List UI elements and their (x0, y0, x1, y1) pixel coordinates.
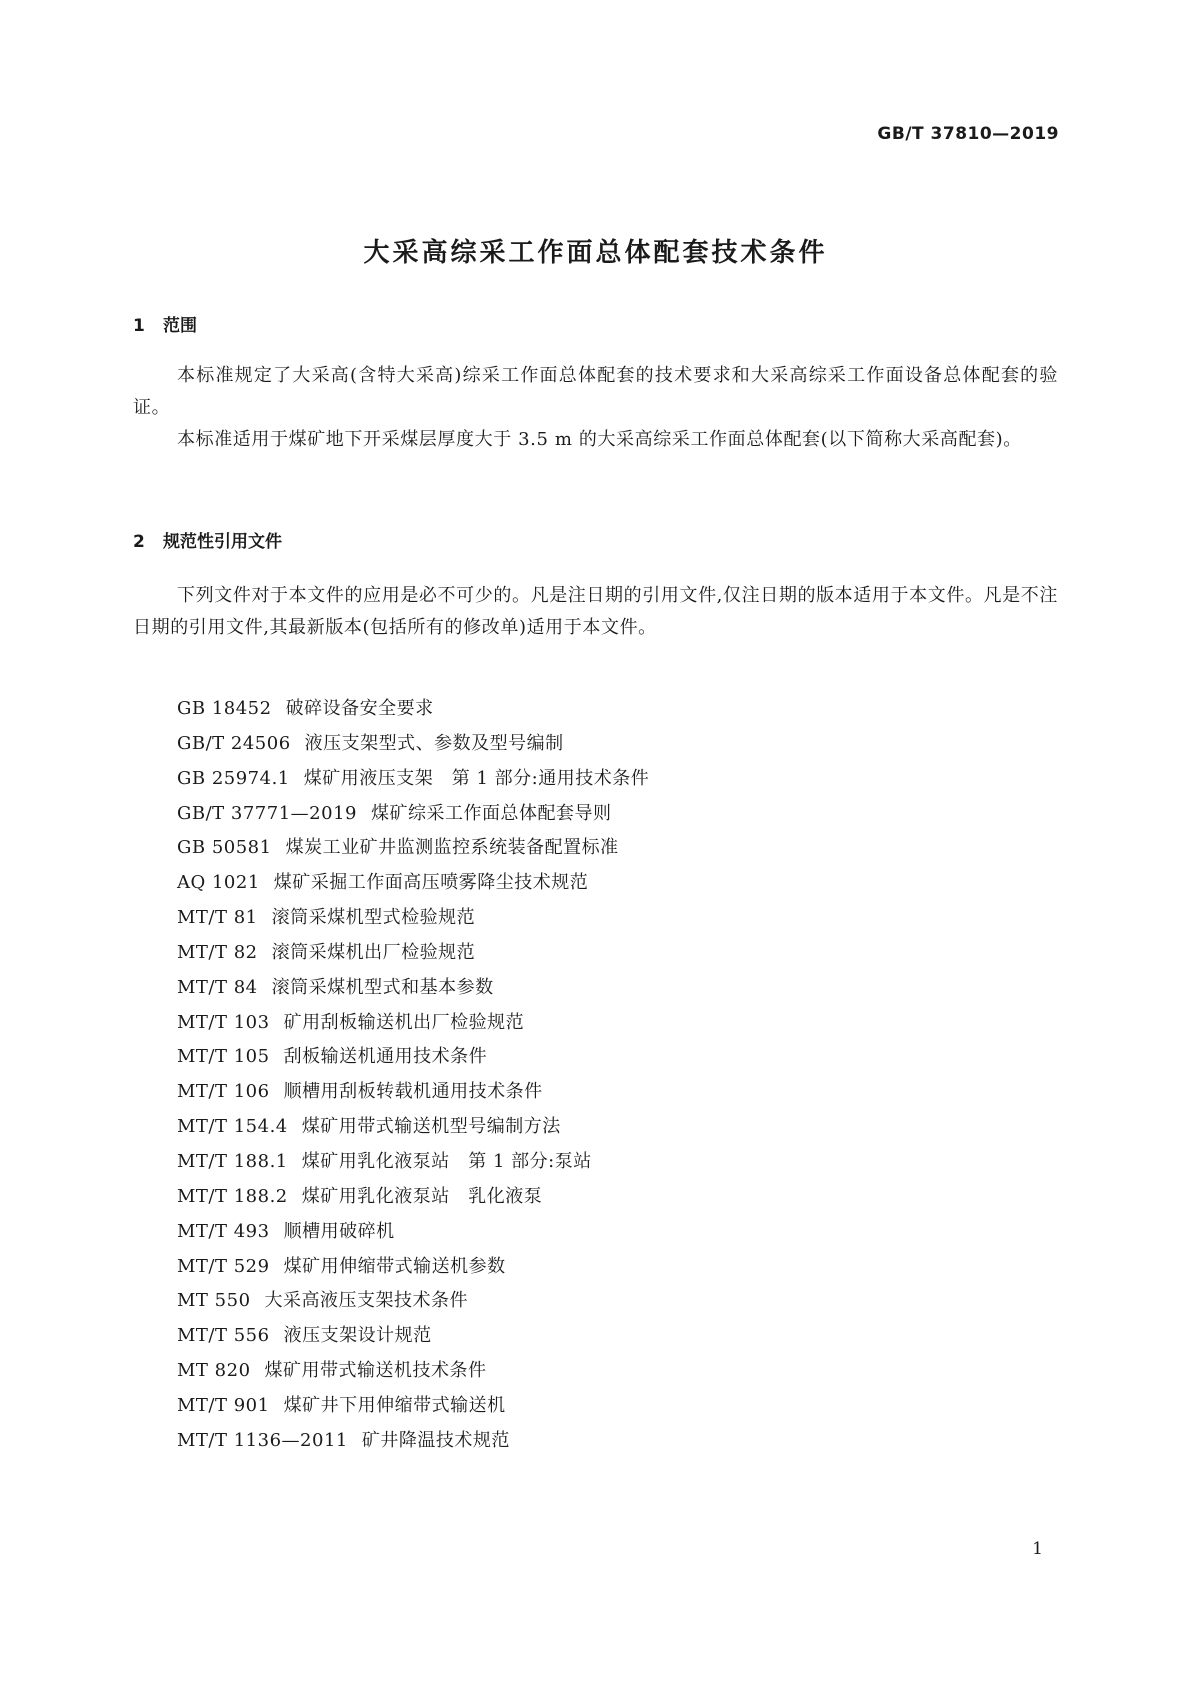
reference-item (177, 971, 649, 1006)
reference-title: 滚筒采煤机出厂检验规范 (271, 941, 476, 963)
reference-code: MT/T 529 (177, 1255, 270, 1277)
reference-title: 矿井降温技术规范 (361, 1429, 510, 1451)
reference-item (177, 1040, 649, 1075)
reference-code: AQ 1021 (177, 872, 260, 894)
reference-title: 刮板输送机通用技术条件 (283, 1046, 488, 1068)
reference-item (177, 1250, 649, 1285)
document-title: 大采高综采工作面总体配套技术条件 (363, 238, 828, 268)
reference-item (177, 1354, 649, 1389)
page-number: 1 (1032, 1539, 1043, 1559)
reference-code: MT 820 (177, 1360, 251, 1382)
reference-title: 液压支架型式、参数及型号编制 (304, 732, 564, 754)
reference-code: GB 18452 (177, 698, 272, 719)
reference-code: MT/T 105 (177, 1046, 270, 1068)
reference-code: MT 550 (177, 1290, 251, 1312)
reference-title: 液压支架设计规范 (283, 1325, 432, 1347)
reference-item (177, 1110, 649, 1145)
reference-item (177, 831, 649, 866)
reference-code: MT/T 493 (177, 1220, 270, 1242)
reference-title: 煤矿用液压支架 第 1 部分:通用技术条件 (303, 767, 650, 789)
standard-number: GB/T 37810—2019 (877, 124, 1059, 144)
reference-title: 煤矿用伸缩带式输送机参数 (283, 1255, 506, 1277)
reference-code: MT/T 556 (177, 1325, 270, 1347)
reference-item (177, 727, 649, 762)
reference-code: MT/T 82 (177, 941, 258, 963)
reference-item (177, 1145, 649, 1180)
section-1-heading (133, 311, 197, 336)
reference-title: 煤矿综采工作面总体配套导则 (370, 802, 612, 824)
reference-item (177, 1284, 649, 1319)
reference-code: MT/T 901 (177, 1394, 270, 1416)
reference-title: 煤矿用乳化液泵站 第 1 部分:泵站 (301, 1150, 592, 1172)
reference-code: MT/T 1136—2011 (177, 1429, 348, 1451)
reference-item (177, 1075, 649, 1110)
reference-code: MT/T 188.1 (177, 1150, 288, 1172)
reference-item (177, 1319, 649, 1354)
reference-item (177, 901, 649, 936)
reference-title: 煤矿用带式输送机技术条件 (264, 1360, 487, 1382)
reference-code: MT/T 106 (177, 1081, 270, 1103)
section-number: 1 (133, 316, 145, 336)
reference-title: 顺槽用刮板转载机通用技术条件 (283, 1081, 543, 1103)
reference-title: 滚筒采煤机型式检验规范 (271, 907, 476, 929)
normative-references-list (177, 692, 649, 1459)
reference-item (177, 936, 649, 971)
reference-code: MT/T 154.4 (177, 1116, 288, 1138)
reference-title: 煤炭工业矿井监测监控系统装备配置标准 (285, 837, 619, 859)
reference-title: 煤矿采掘工作面高压喷雾降尘技术规范 (273, 872, 589, 894)
reference-code: GB 50581 (177, 837, 272, 859)
section-title: 范围 (163, 316, 197, 336)
references-intro-paragraph: 下列文件对于本文件的应用是必不可少的。凡是注日期的引用文件,仅注日期的版本适用于本文件。凡是不注日期的引用文件,其最新版本(包括所有的修改单)适用于本文件。 (133, 585, 1058, 638)
reference-code: MT/T 188.2 (177, 1185, 288, 1207)
reference-item (177, 1215, 649, 1250)
scope-paragraph-1: 本标准规定了大采高(含特大采高)综采工作面总体配套的技术要求和大采高综采工作面设备总体配套的验证。 (133, 365, 1058, 418)
reference-item (177, 762, 649, 797)
reference-code: GB/T 37771—2019 (177, 802, 357, 824)
reference-item (177, 866, 649, 901)
reference-title: 滚筒采煤机型式和基本参数 (271, 976, 494, 998)
reference-code: GB/T 24506 (177, 732, 291, 754)
reference-code: MT/T 81 (177, 907, 258, 929)
section-title: 规范性引用文件 (163, 532, 282, 552)
reference-title: 煤矿井下用伸缩带式输送机 (283, 1394, 506, 1416)
reference-item (177, 692, 649, 727)
reference-title: 大采高液压支架技术条件 (264, 1290, 469, 1312)
reference-title: 煤矿用乳化液泵站 乳化液泵 (301, 1185, 543, 1207)
reference-title: 煤矿用带式输送机型号编制方法 (301, 1116, 561, 1138)
section-2-heading (133, 527, 282, 552)
reference-code: MT/T 84 (177, 976, 258, 998)
reference-code: MT/T 103 (177, 1011, 270, 1033)
reference-item (177, 1424, 649, 1459)
reference-item (177, 1389, 649, 1424)
reference-code: GB 25974.1 (177, 767, 290, 789)
reference-item (177, 1180, 649, 1215)
reference-item (177, 1006, 649, 1041)
scope-paragraph-2: 本标准适用于煤矿地下开采煤层厚度大于 3.5 m 的大采高综采工作面总体配套(以下简称大采高配套)。 (177, 429, 1022, 450)
reference-title: 顺槽用破碎机 (283, 1220, 395, 1242)
section-number: 2 (133, 532, 145, 552)
reference-title: 破碎设备安全要求 (285, 698, 434, 719)
reference-title: 矿用刮板输送机出厂检验规范 (283, 1011, 525, 1033)
reference-item (177, 797, 649, 832)
